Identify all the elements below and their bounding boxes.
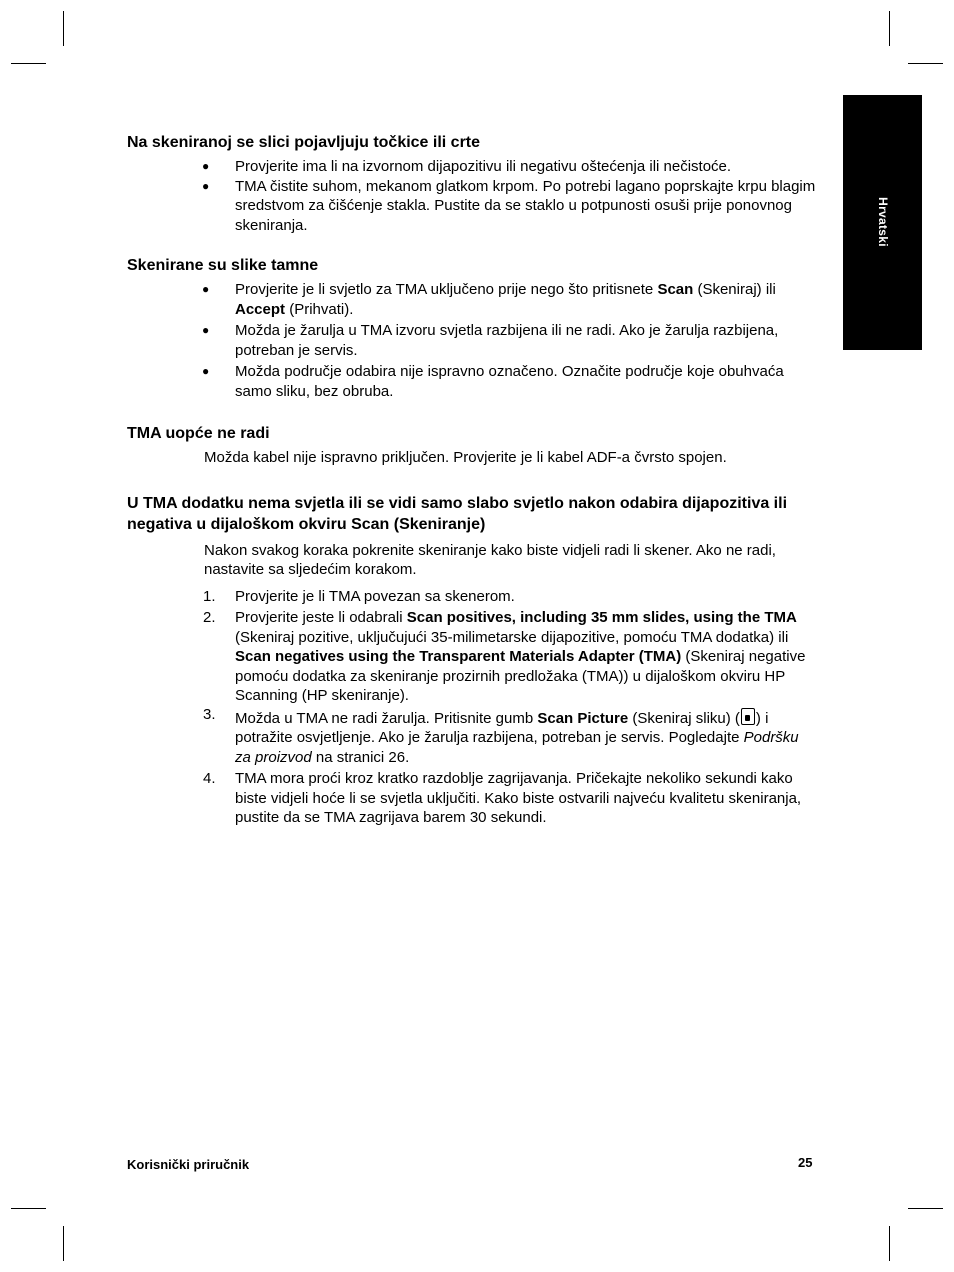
list-item: ● TMA čistite suhom, mekanom glatkom krpom. Po potrebi lagano poprskajte krpu blagim sredstvom za čišćenje stakla. Pustite da se staklo u potpunosti osuši prije ponovnog skeniranja.	[127, 177, 817, 236]
step-number: 2.	[203, 609, 216, 626]
text-run: (Skeniraj pozitive, uključujući 35-milimetarske dijapozitive, pomoću TMA dodatka) ili	[235, 628, 789, 646]
bullet-list	[127, 280, 817, 401]
text-run: (Skeniraj) ili	[693, 281, 776, 298]
crop-mark	[889, 11, 890, 46]
scan-positives-term: Scan positives, including 35 mm slides, using the TMA	[406, 609, 797, 626]
scan-term: Scan	[657, 281, 694, 298]
step-text: TMA mora proći kroz kratko razdoblje zagrijavanja. Pričekajte nekoliko sekundi kako biste vidjeli hoće li se svjetla uključiti. Kako biste ostvarili najveću kvalitetu skeniranja, pustite da se TMA zagrijava barem 30 sekundi.	[235, 770, 802, 826]
crop-mark	[11, 1208, 46, 1209]
step-number: 3.	[203, 705, 216, 723]
text-run: ) i potražite osvjetljenje. Ako je žarulja razbijena, potreban je servis. Pogledajte	[235, 709, 769, 746]
step-number: 1.	[203, 587, 216, 605]
step-number: 4.	[203, 770, 216, 787]
text-run: (Prihvati).	[285, 300, 354, 318]
list-item	[127, 769, 817, 828]
accept-term: Accept	[235, 300, 286, 318]
page-content	[127, 132, 817, 828]
list-item: ● Možda područje odabira nije ispravno označeno. Označite područje koje obuhvaća samo sliku, bez obruba.	[127, 362, 817, 401]
section-heading: TMA uopće ne radi	[127, 425, 270, 442]
section-heading: U TMA dodatku nema svjetla ili se vidi samo slabo svjetlo nakon odabira dijapozitiva ili negativa u dijaloškom okviru Scan (Skeniranje)	[127, 494, 788, 533]
list-item	[127, 280, 817, 319]
text-run: Provjerite je li svjetlo za TMA uključeno prije nego što pritisnete	[235, 281, 658, 298]
list-item: ● Provjerite ima li na izvornom dijapozitivu ili negativu oštećenja ili nečistoće.	[127, 157, 817, 177]
list-item	[127, 705, 817, 768]
crop-mark	[63, 1226, 64, 1261]
crop-mark	[889, 1226, 890, 1261]
text-run: Provjerite jeste li odabrali	[235, 609, 407, 626]
text-run: na stranici 26.	[311, 748, 410, 766]
support-link-text: Podršku za proizvod	[235, 729, 799, 766]
text-run: (Skeniraj negative pomoću dodatka za skeniranje prozirnih predložaka (TMA)) u dijaloškom okviru HP Scanning (HP skeniranje).	[235, 648, 806, 704]
page-number: 25	[798, 1155, 813, 1170]
crop-mark	[908, 1208, 943, 1209]
list-item: ● Možda je žarulja u TMA izvoru svjetla razbijena ili ne radi. Ako je žarulja razbijena, potreban je servis.	[127, 321, 817, 360]
paragraph: Možda kabel nije ispravno priključen. Provjerite je li kabel ADF-a čvrsto spojen.	[204, 449, 727, 466]
text-run: (Skeniraj sliku) (	[628, 709, 740, 727]
step-text: Provjerite je li TMA povezan sa skenerom.	[235, 587, 515, 605]
scan-picture-term: Scan Picture	[537, 709, 629, 727]
section-heading: Na skeniranoj se slici pojavljuju točkice ili crte	[127, 134, 481, 151]
scan-picture-icon	[741, 708, 755, 725]
paragraph: Nakon svakog koraka pokrenite skeniranje kako biste vidjeli radi li skener. Ako ne radi, nastavite sa sljedećim korakom.	[204, 541, 776, 578]
footer-title: Korisnički priručnik	[127, 1157, 250, 1172]
language-tab-label: Hrvatski	[875, 197, 890, 247]
language-tab	[843, 95, 922, 350]
text-run: Možda u TMA ne radi žarulja. Pritisnite gumb	[235, 709, 538, 727]
section-no-light	[127, 493, 817, 828]
crop-mark	[11, 63, 46, 64]
bullet-list	[127, 157, 817, 235]
crop-mark	[63, 11, 64, 46]
section-heading: Skenirane su slike tamne	[127, 257, 319, 274]
section-dots-lines	[127, 132, 817, 235]
crop-mark	[908, 63, 943, 64]
list-item	[127, 608, 817, 706]
numbered-list	[127, 587, 817, 828]
section-dark-images	[127, 255, 817, 401]
scan-negatives-term: Scan negatives using the Transparent Materials Adapter (TMA)	[235, 648, 682, 665]
list-item	[127, 587, 817, 607]
section-tma-not-working	[127, 423, 817, 468]
